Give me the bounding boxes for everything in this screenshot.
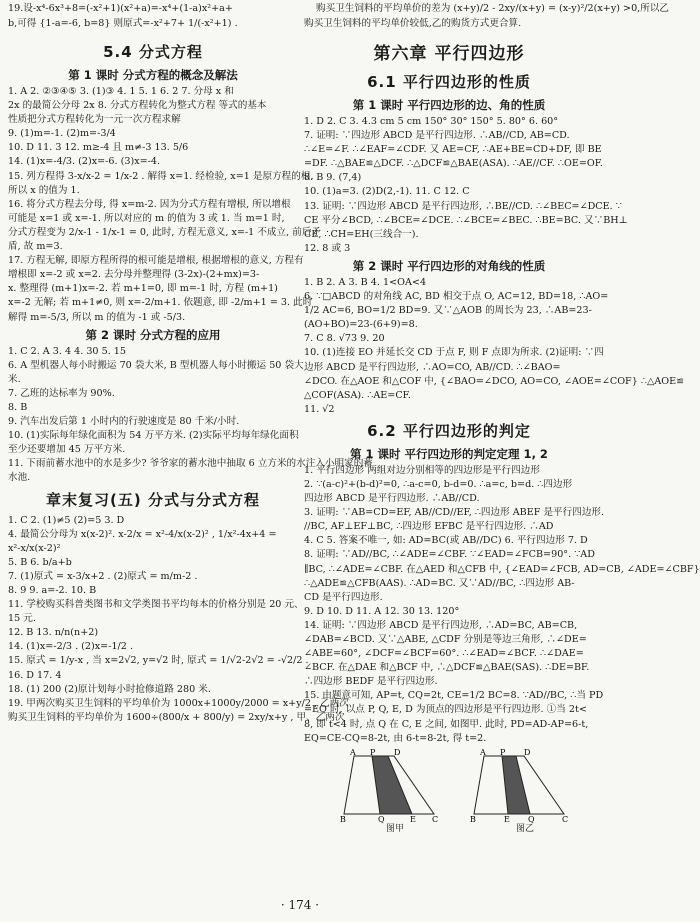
- right-line-9: 13. 证明: ∵四边形 ABCD 是平行四边形, ∴BE//CD. ∴∠BEC=∠DCE. ∵: [304, 200, 622, 212]
- right-line-30: //BC, AF⊥EF⊥BC, ∴四边形 EFBC 是平行四边形. ∴AD: [304, 521, 554, 533]
- fig-b-label-Q: Q: [528, 814, 535, 824]
- left-line-29: 水池.: [8, 472, 31, 484]
- right-line-41: ∴四边形 BEDF 是平行四边形.: [304, 676, 438, 688]
- left-line-13: 盾, 故 m=3.: [8, 241, 63, 253]
- right-line-15: 6. ∵□ABCD 的对角线 AC, BD 相交于点 O, AC=12, BD=18, ∴AO=: [304, 291, 609, 303]
- left-line-36: 8. 9 9. a=-2. 10. B: [8, 585, 97, 596]
- right-line-12: 12. 8 或 3: [304, 242, 351, 254]
- top-right-line-2: 购买卫生饲料的平均单价较低,乙的购货方式更合算.: [304, 18, 522, 29]
- right-line-32: 8. 证明: ∵AD//BC, ∴∠ADE=∠CBF. ∵∠EAD=∠FCB=90°. ∵AD: [304, 549, 595, 561]
- top-left-line-1: 19.设-x⁴-6x³+8=(-x²+1)(x²+a)=-x⁴+(1-a)x²+a+: [8, 3, 233, 14]
- right-section-24: 6.2 平行四边形的判定: [367, 421, 531, 440]
- left-line-14: 17. 方程无解, 即原方程所得的根可能是增根, 根据增根的意义, 方程有: [8, 255, 304, 267]
- top-continuation: [0, 0, 670, 38]
- right-line-11: CE, ∴CH=EH(三线合一).: [304, 228, 419, 240]
- right-line-6: =DF. ∴△BAE≌△DCF. ∴△DCF≌△BAE(ASA). ∴AE//CF. ∴OE=OF.: [304, 158, 603, 170]
- right-line-19: 10. (1)连接 EO 并延长交 CD 于点 F, 则 F 点即为所求. (2)证明: ∵四: [304, 347, 604, 359]
- left-line-3: 2x 的最简公分母 2x 8. 分式方程转化为整式方程 等式的基本: [8, 100, 267, 112]
- left-section-30: 章末复习(五) 分式与分式方程: [46, 490, 260, 509]
- left-line-33: x²-x/x(x-2)²: [8, 542, 61, 554]
- right-line-33: ∥BC, ∴∠ADE=∠CBF. 在△AED 和△CFB 中, {∠EAD=∠FCB, AD=CB, ∠ADE=∠CBF}: [304, 563, 700, 575]
- left-line-34: 5. B 6. b/a+b: [8, 556, 72, 568]
- left-line-43: 18. (1) 200 (2)原计划每小时抢修道路 280 米.: [8, 683, 211, 695]
- right-line-3: 1. D 2. C 3. 4.3 cm 5 cm 150° 30° 150° 5. 80° 6. 60°: [304, 116, 559, 127]
- right-line-40: ∠BCF. 在△DAE 和△BCF 中, ∴△DCF≌△BAE(SAS). ∴DE=BF.: [304, 662, 590, 674]
- left-line-42: 16. D 17. 4: [8, 669, 62, 681]
- left-lesson-19: 第 2 课时 分式方程的应用: [85, 327, 221, 342]
- right-line-17: (AO+BO)=23-(6+9)=8.: [304, 319, 418, 331]
- right-line-14: 1. B 2. A 3. B 4. 1<OA<4: [304, 276, 427, 288]
- right-line-18: 7. C 8. √73 9. 20: [304, 333, 385, 345]
- page-number: · 174 ·: [280, 898, 320, 912]
- right-section-1: 6.1 平行四边形的性质: [367, 73, 531, 91]
- right-line-23: 11. √2: [304, 403, 335, 415]
- right-line-43: =EQ 时, 以点 P, Q, E, D 为顶点的四边形是平行四边形. ①当 2t<: [304, 704, 587, 716]
- fig-a-label-A: A: [350, 747, 356, 757]
- right-line-21: ∠DCO. 在△AOE 和△COF 中, {∠BAO=∠DCO, AO=CO, ∠AOE=∠COF} ∴△AOE≌: [304, 375, 685, 387]
- right-line-27: 2. ∵(a-c)²+(b-d)²=0, ∴a-c=0, b-d=0. ∴a=c, b=d. ∴四边形: [304, 478, 573, 490]
- right-line-39: ∠ABE=60°, ∠DCF=∠BCF=60°. ∴∠EAD=∠BCF. ∴∠DAE=: [304, 648, 584, 660]
- left-line-12: 分式方程变为 2/x-1 - 1/x-1 = 0, 此时, 方程无意义, x=-1 不成立, 前后矛: [8, 226, 321, 238]
- right-line-42: 15. 由题意可知, AP=t, CQ=2t, CE=1/2 BC=8. ∵AD//BC, ∴当 PD: [304, 690, 604, 702]
- right-line-34: ∴△ADE≌△CFB(AAS). ∴AD=BC. 又∵AD//BC, ∴四边形 AB-: [304, 577, 575, 589]
- left-line-32: 4. 最简公分母为 x(x-2)². x-2/x = x²-4/x(x-2)² , 1/x²-4x+4 =: [8, 528, 277, 540]
- left-line-20: 1. C 2. A 3. 4 4. 30 5. 15: [8, 345, 127, 357]
- left-line-5: 9. (1)m=-1. (2)m=-3/4: [8, 128, 116, 140]
- right-line-38: ∠DAB=∠BCD. 又∵△ABE, △CDF 分别是等边三角形, ∴∠DE=: [304, 634, 587, 645]
- right-line-7: 8. B 9. (7,4): [304, 172, 362, 184]
- figure-a-caption: 图甲: [386, 823, 405, 834]
- left-line-26: 10. (1)实际每年绿化面积为 54 万平方米. (2)实际平均每年绿化面积: [8, 430, 299, 442]
- right-line-4: 7. 证明: ∵四边形 ABCD 是平行四边形. ∴AB//CD, AB=CD.: [304, 130, 570, 142]
- right-line-35: CD 是平行四边形.: [304, 591, 383, 603]
- left-line-22: 米.: [8, 373, 21, 385]
- right-line-31: 4. C 5. 答案不唯一, 如: AD=BC(或 AB//DC) 6. 平行四边形 7. D: [304, 535, 588, 547]
- right-column: [304, 38, 700, 836]
- right-line-29: 3. 证明: ∵AB=CD=EF, AB//CD//EF, ∴四边形 ABEF 是平行四边形.: [304, 507, 605, 519]
- left-line-23: 7. 乙班的达标率为 90%.: [8, 387, 115, 399]
- fig-a-label-P: P: [370, 747, 376, 757]
- fig-b-label-A: A: [480, 747, 486, 757]
- left-line-2: 1. A 2. ②③④⑤ 3. (1)③ 4. 1 5. 1 6. 2 7. 分母 x 和: [8, 86, 234, 97]
- fig-a-label-Q: Q: [378, 814, 385, 824]
- right-line-36: 9. D 10. D 11. A 12. 30 13. 120°: [304, 605, 460, 617]
- fig-a-label-B: B: [340, 814, 346, 824]
- fig-b-label-B: B: [470, 814, 476, 824]
- left-line-25: 9. 汽车出发后第 1 小时内的行驶速度是 80 千米/小时.: [8, 416, 240, 428]
- top-left-line-2: b,可得 {1-a=-6, b=8} 则原式=-x²+7+ 1/(-x²+1) .: [8, 18, 238, 29]
- left-line-28: 11. 下雨前蓄水池中的水是多少? 爷爷家的蓄水池中抽取 6 立方米的水注入小明家的蓄: [8, 458, 373, 470]
- left-line-6: 10. D 11. 3 12. m≥-4 且 m≠-3 13. 5/6: [8, 142, 189, 154]
- left-line-40: 14. (1)x=-2/3 . (2)x=-1/2 .: [8, 641, 133, 653]
- left-line-21: 6. A 型机器人每小时搬运 70 袋大米, B 型机器人每小时搬运 50 袋大: [8, 359, 304, 371]
- left-line-16: x. 整理得 (m+1)x=-2. 若 m+1=0, 即 m=-1 时, 方程 (m+1): [8, 283, 278, 295]
- right-line-44: 8, 即 t<4 时, 点 Q 在 C, E 之间, 如图甲. 此时, PD=AD-AP=6-t,: [304, 718, 589, 730]
- left-line-35: 7. (1)原式 = x-3/x+2 . (2)原式 = m/m-2 .: [8, 570, 198, 582]
- left-lesson-1: 第 1 课时 分式方程的概念及解法: [68, 68, 238, 82]
- right-line-16: 1/2 AC=6, BO=1/2 BD=9. 又∵△AOB 的周长为 23, ∴AB=23-: [304, 305, 592, 317]
- left-line-31: 1. C 2. (1)≠5 (2)=5 3. D: [8, 514, 125, 526]
- right-line-8: 10. (1)a=3. (2)D(2,-1). 11. C 12. C: [304, 186, 470, 198]
- left-line-7: 14. (1)x=-4/3. (2)x=-6. (3)x=-4.: [8, 156, 161, 168]
- left-line-27: 至少还要增加 45 万平方米.: [8, 444, 126, 456]
- figure-b-caption: 图乙: [516, 823, 535, 834]
- right-line-5: ∴∠E=∠F. ∴∠EAF=∠CDF. 又 AE=CF, ∴AE+BE=CD+DF, 即 BE: [304, 144, 602, 156]
- fig-a-label-C: C: [432, 814, 439, 824]
- left-line-4: 性质把分式方程转化为一元一次方程求解: [8, 114, 181, 126]
- left-line-38: 15 元.: [8, 613, 36, 625]
- trapezoid-figures: [304, 747, 594, 836]
- left-line-18: 解得 m=-5/3, 所以 m 的值为 -1 或 -5/3.: [8, 311, 186, 323]
- left-section-0: 5.4 分式方程: [103, 43, 203, 61]
- right-line-37: 14. 证明: ∵四边形 ABCD 是平行四边形, ∴AD=BC, AB=CB,: [304, 619, 578, 631]
- right-line-26: 1. 平行四边形 两组对边分别相等的四边形是平行四边形: [304, 464, 540, 476]
- right-lesson-13: 第 2 课时 平行四边形的对角线的性质: [352, 258, 546, 273]
- fig-b-label-C: C: [562, 814, 569, 824]
- right-line-10: CE 平分∠BCD, ∴∠BCE=∠DCE. ∴∠BCE=∠BEC. ∴BE=BC. 又∵BH⊥: [304, 214, 628, 226]
- left-line-45: 购买卫生饲料的平均单价为 1600÷(800/x + 800/y) = 2xy/x+y , 甲、乙两次: [8, 711, 345, 723]
- left-line-44: 19. 甲两次购买卫生饲料的平均单价为 1000x+1000y/2000 = x+y/2 , 乙两次: [8, 697, 349, 709]
- right-lesson-25: 第 1 课时 平行四边形的判定定理 1, 2: [350, 446, 548, 461]
- left-line-37: 11. 学校购买科普类图书和文学类图书平均每本的价格分别是 20 元、: [8, 599, 304, 611]
- right-lesson-2: 第 1 课时 平行四边形的边、角的性质: [352, 98, 546, 112]
- fig-a-label-E: E: [410, 814, 416, 824]
- shaded-quad-a: [372, 756, 412, 814]
- fig-b-label-D: D: [524, 747, 531, 757]
- left-line-15: 增根即 x=-2 或 x=2. 去分母并整理得 (3-2x)-(2+mx)=3-: [8, 269, 260, 281]
- left-line-24: 8. B: [8, 401, 28, 413]
- figure-svg: [334, 747, 574, 824]
- left-line-10: 16. 将分式方程去分母, 得 x=m-2. 因为分式方程有增根, 所以增根: [8, 198, 291, 210]
- left-line-17: x=-2 无解; 若 m+1≠0, 则 x=-2/m+1. 依题意, 即 -2/m+1 = 3. 此时: [8, 297, 313, 309]
- shaded-quad-b: [502, 756, 530, 814]
- right-chapter-0: 第六章 平行四边形: [373, 44, 525, 64]
- right-line-45: EQ=CE-CQ=8-2t, 由 6-t=8-2t, 得 t=2.: [304, 732, 487, 744]
- left-line-9: 所以 x 的值为 1.: [8, 184, 80, 196]
- right-line-20: 边形 ABCD 是平行四边形, ∴AO=CO, AB//CD. ∴∠BAO=: [304, 361, 561, 373]
- fig-b-label-P: P: [500, 747, 506, 757]
- left-line-41: 15. 原式 = 1/y-x , 当 x=2√2, y=√2 时, 原式 = 1/√2-2√2 = -√2/2 .: [8, 655, 309, 667]
- left-line-11: 可能是 x=1 或 x=-1. 所以对应的 m 的值为 3 或 1. 当 m=1 时,: [8, 212, 285, 224]
- fig-b-label-E: E: [504, 814, 510, 824]
- right-line-28: 四边形 ABCD 是平行四边形. ∴AB//CD.: [304, 493, 480, 505]
- top-right-line-1: 购买卫生饲料的平均单价的差为 (x+y)/2 - 2xy/(x+y) = (x-y)²/2(x+y) >0,所以乙: [316, 3, 670, 14]
- fig-a-label-D: D: [394, 747, 401, 757]
- left-line-39: 12. B 13. n/n(n+2): [8, 627, 99, 639]
- right-line-22: △COF(ASA). ∴AE=CF.: [304, 389, 411, 401]
- left-line-8: 15. 列方程得 3-x/x-2 = 1/x-2 . 解得 x=1. 经检验, x=1 是原方程的根.: [8, 170, 314, 182]
